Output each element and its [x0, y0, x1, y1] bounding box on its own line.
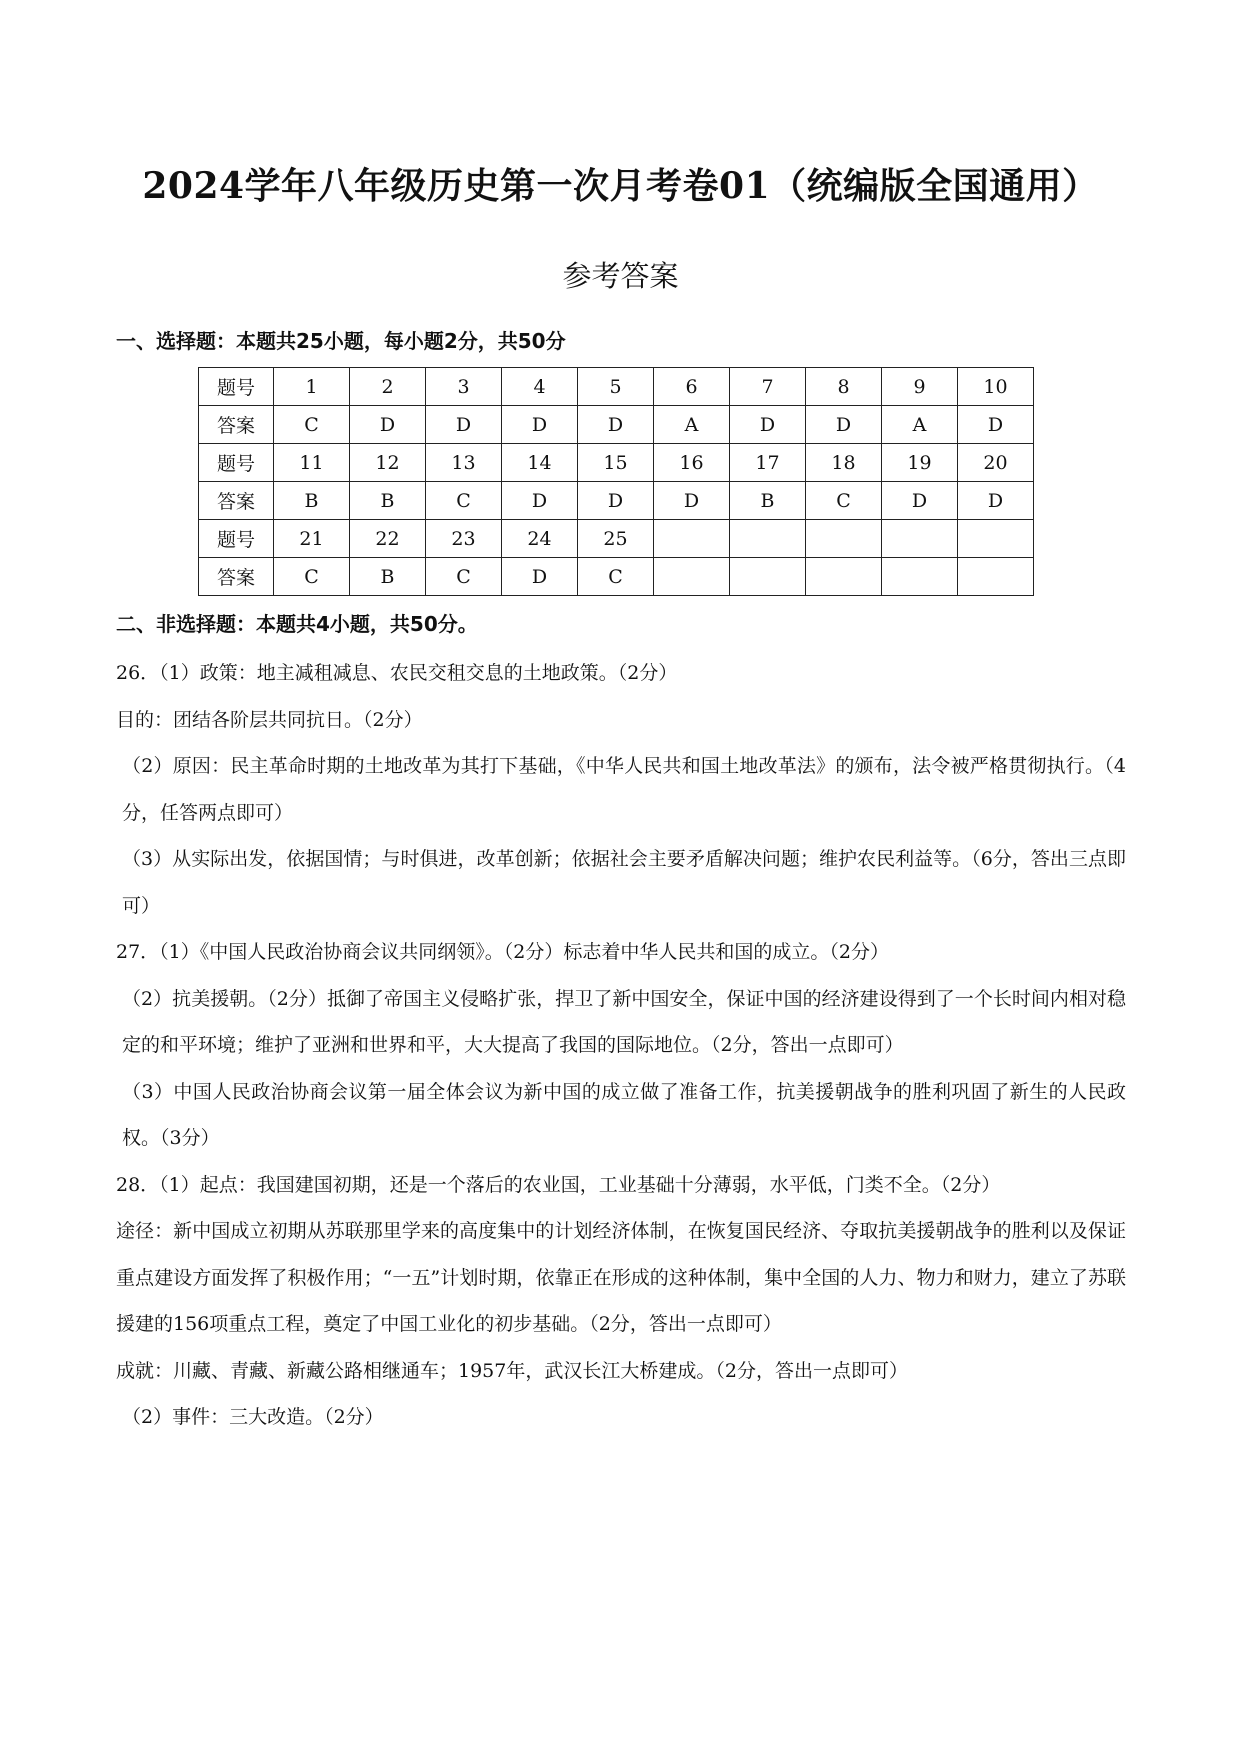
table-cell [730, 558, 806, 596]
table-cell: B [730, 482, 806, 520]
table-cell: 11 [274, 444, 350, 482]
table-row [199, 520, 1034, 558]
section-heading-non-multiple-choice: 二、非选择题：本题共4小题，共50分。 [116, 612, 478, 636]
table-cell: B [350, 482, 426, 520]
table-cell: 17 [730, 444, 806, 482]
table-cell: 20 [958, 444, 1034, 482]
table-cell: C [426, 482, 502, 520]
table-cell: 24 [502, 520, 578, 558]
table-cell: C [578, 558, 654, 596]
table-row [199, 444, 1034, 482]
table-cell: 21 [274, 520, 350, 558]
table-cell: C [274, 558, 350, 596]
table-cell [806, 520, 882, 558]
table-cell: 18 [806, 444, 882, 482]
table-cell: 1 [274, 368, 350, 406]
table-row [199, 368, 1034, 406]
table-cell: 25 [578, 520, 654, 558]
table-cell: A [654, 406, 730, 444]
table-cell [654, 520, 730, 558]
table-cell: D [502, 406, 578, 444]
answer-paragraph: 成就：川藏、青藏、新藏公路相继通车；1957年，武汉长江大桥建成。（2分，答出一点即可） [116, 1359, 908, 1382]
table-cell: 22 [350, 520, 426, 558]
answer-paragraph: 26．（1）政策：地主减租减息、农民交租交息的土地政策。（2分） [116, 662, 678, 684]
table-cell: 12 [350, 444, 426, 482]
table-cell: 6 [654, 368, 730, 406]
table-cell: D [578, 406, 654, 444]
table-cell: D [958, 406, 1034, 444]
table-cell: 5 [578, 368, 654, 406]
table-cell [882, 520, 958, 558]
row-label: 题号 [199, 444, 274, 482]
document-subtitle: 参考答案 [562, 259, 679, 293]
table-cell [806, 558, 882, 596]
table-cell [654, 558, 730, 596]
row-label: 答案 [199, 406, 274, 444]
table-cell: D [730, 406, 806, 444]
table-cell: 10 [958, 368, 1034, 406]
table-cell: D [426, 406, 502, 444]
table-cell: B [274, 482, 350, 520]
answer-paragraph: （3）中国人民政治协商会议第一届全体会议为新中国的成立做了准备工作，抗美援朝战争的胜利巩固了新生的人民政权。（3分） [122, 1080, 1126, 1149]
answer-paragraph: （3）从实际出发，依据国情；与时俱进，改革创新；依据社会主要矛盾解决问题；维护农民利益等。（6分，答出三点即可） [122, 848, 1126, 917]
table-cell [882, 558, 958, 596]
table-cell: B [350, 558, 426, 596]
table-cell: D [806, 406, 882, 444]
table-cell: 19 [882, 444, 958, 482]
table-row [199, 558, 1034, 596]
table-cell: 13 [426, 444, 502, 482]
table-cell [958, 520, 1034, 558]
table-cell: 14 [502, 444, 578, 482]
document-title: 2024学年八年级历史第一次月考卷01（统编版全国通用） [142, 165, 1099, 207]
table-cell: D [502, 558, 578, 596]
section-heading-multiple-choice: 一、选择题：本题共25小题，每小题2分，共50分 [116, 329, 566, 353]
answer-table-body [199, 368, 1034, 596]
table-cell: A [882, 406, 958, 444]
table-cell: C [806, 482, 882, 520]
answer-explanations [116, 650, 1126, 1441]
table-cell: D [882, 482, 958, 520]
table-cell: D [350, 406, 426, 444]
table-row [199, 406, 1034, 444]
table-cell: 4 [502, 368, 578, 406]
table-row [199, 482, 1034, 520]
row-label: 答案 [199, 558, 274, 596]
answer-paragraph: 27．（1）《中国人民政治协商会议共同纲领》。（2分）标志着中华人民共和国的成立。（2分） [116, 941, 889, 963]
table-cell: D [578, 482, 654, 520]
table-cell [730, 520, 806, 558]
table-cell: 2 [350, 368, 426, 406]
table-cell: 9 [882, 368, 958, 406]
table-cell: C [274, 406, 350, 444]
table-cell: 23 [426, 520, 502, 558]
answer-paragraph: （2）抗美援朝。（2分）抵御了帝国主义侵略扩张，捍卫了新中国安全，保证中国的经济建设得到了一个长时间内相对稳定的和平环境；维护了亚洲和世界和平，大大提高了我国的国际地位。（2分，答出一点即可） [122, 987, 1126, 1056]
table-cell: C [426, 558, 502, 596]
answer-paragraph: 途径：新中国成立初期从苏联那里学来的高度集中的计划经济体制，在恢复国民经济、夺取抗美援朝战争的胜利以及保证重点建设方面发挥了积极作用；“一五”计划时期，依靠正在形成的这种体制，集中全国的人力、物力和财力，建立了苏联援建的156项重点工程，奠定了中国工业化的初步基础。（2分，答出一点即可） [116, 1220, 1126, 1335]
table-cell: D [958, 482, 1034, 520]
answer-paragraph: 28．（1）起点：我国建国初期，还是一个落后的农业国，工业基础十分薄弱，水平低，门类不全。（2分） [116, 1173, 1001, 1196]
answer-paragraph: 目的：团结各阶层共同抗日。（2分） [116, 708, 423, 731]
table-cell: 8 [806, 368, 882, 406]
table-cell [958, 558, 1034, 596]
table-cell: D [502, 482, 578, 520]
table-cell: 16 [654, 444, 730, 482]
table-cell: 7 [730, 368, 806, 406]
answer-paragraph: （2）原因：民主革命时期的土地改革为其打下基础，《中华人民共和国土地改革法》的颁布，法令被严格贯彻执行。（4分，任答两点即可） [122, 755, 1126, 824]
answer-table [198, 367, 1034, 596]
row-label: 答案 [199, 482, 274, 520]
row-label: 题号 [199, 368, 274, 406]
table-cell: 15 [578, 444, 654, 482]
table-cell: 3 [426, 368, 502, 406]
row-label: 题号 [199, 520, 274, 558]
answer-paragraph: （2）事件：三大改造。（2分） [122, 1406, 384, 1428]
table-cell: D [654, 482, 730, 520]
